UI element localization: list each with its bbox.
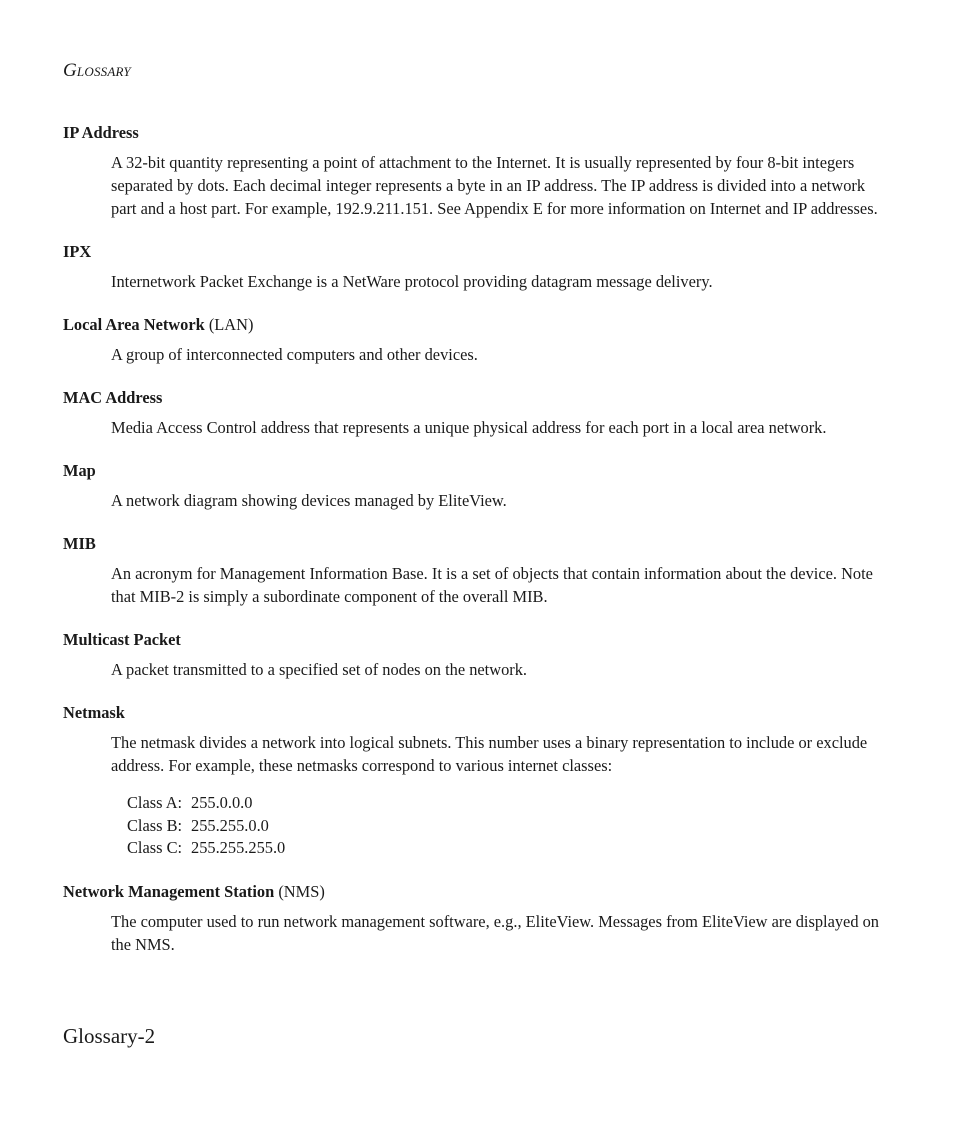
term-line [63,533,893,555]
class-value: 255.0.0.0 [191,793,253,812]
term: MAC Address [63,388,163,407]
glossary-entry-nms [63,881,893,956]
definition: A packet transmitted to a specified set of nodes on the network. [111,660,528,679]
class-row [127,837,893,860]
definition: The computer used to run network management software, e.g., EliteView. Messages from EliteView are displayed on the NMS. [111,911,879,954]
class-row [127,815,893,838]
glossary-entry-lan [63,314,893,366]
definition: A network diagram showing devices managed by EliteView. [111,491,507,510]
term-suffix: (NMS) [274,881,325,901]
term-line [63,241,893,263]
term: Netmask [63,703,125,722]
glossary-entry-mac-address [63,387,893,439]
term: IPX [63,242,92,261]
term: IP Address [63,123,139,142]
class-value: 255.255.0.0 [191,815,269,835]
definition: A 32-bit quantity representing a point of attachment to the Internet. It is usually represented by four 8-bit integers separated by dots. Each decimal integer represents a byte in an IP address. The IP address is divided into a network part and a host part. For example, 192.9.211.151. See Appendix E for more information on Internet and IP addresses. [111,153,878,218]
class-label: Class A: [127,793,183,812]
glossary-entry-map [63,460,893,512]
term: Network Management Station [63,881,275,901]
definition: Internetwork Packet Exchange is a NetWare protocol providing datagram message delivery. [111,272,713,291]
class-label: Class C: [127,838,183,857]
term: Local Area Network [63,315,205,334]
glossary-entry-multicast-packet [63,629,893,681]
class-value: 255.255.255.0 [191,838,286,857]
page-number: Glossary-2 [63,1024,156,1048]
definition: The netmask divides a network into logical subnets. This number uses a binary representation to include or exclude address. For example, these netmasks correspond to various internet classes: [111,733,868,775]
glossary-entry-ipx [63,241,893,293]
term-line [63,881,893,903]
term-line [63,629,893,651]
term-line [63,387,893,409]
term-suffix: (LAN) [204,315,254,334]
term: Map [63,461,96,480]
term-line [63,460,893,482]
definition: An acronym for Management Information Base. It is a set of objects that contain information about the device. Note that MIB-2 is simply a subordinate component of the overall MIB. [111,564,873,606]
glossary-entry-ip-address [63,122,893,220]
term-line [63,122,893,144]
class-row [127,792,893,815]
netmask-class-list [127,792,893,860]
running-header: Glossary [63,60,131,81]
class-label: Class B: [127,815,183,835]
glossary-content [63,122,893,956]
glossary-entry-mib [63,533,893,608]
definition: A group of interconnected computers and other devices. [111,345,478,364]
term-line [63,314,893,336]
term: Multicast Packet [63,630,181,649]
term-line [63,702,893,724]
definition: Media Access Control address that represents a unique physical address for each port in a local area network. [111,418,827,437]
glossary-entry-netmask [63,702,893,860]
term: MIB [63,534,96,553]
